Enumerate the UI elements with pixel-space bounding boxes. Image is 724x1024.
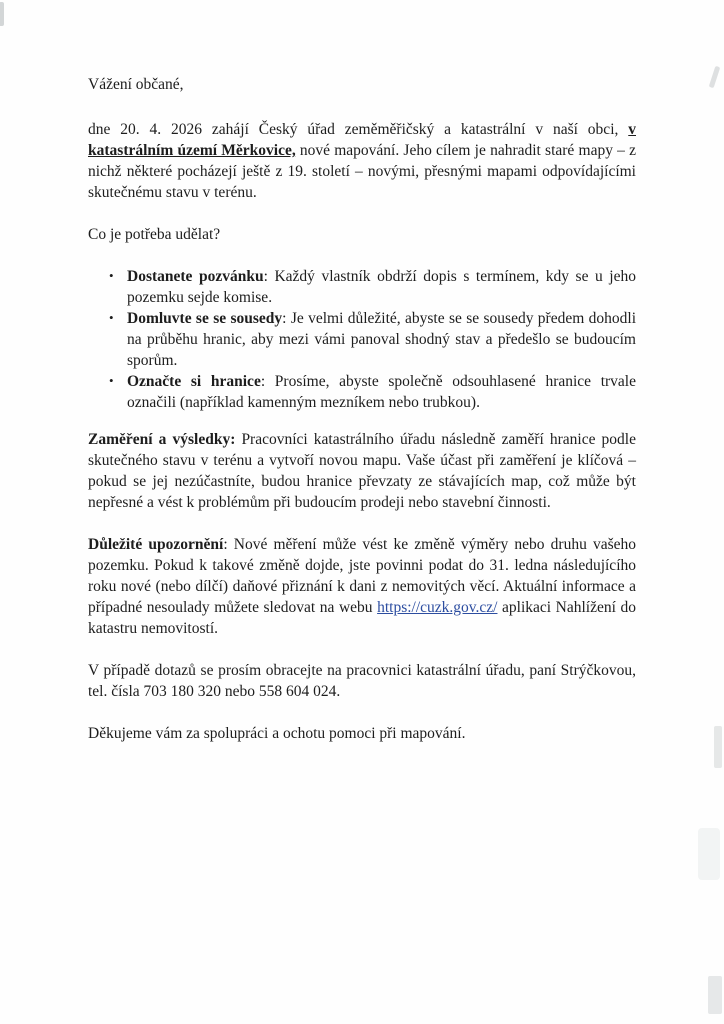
bullet-icon: •	[109, 310, 114, 325]
list-item	[88, 266, 636, 308]
intro-rest: nové mapování. Jeho cílem je nahradit staré mapy – z nichž některé pocházejí ještě z 19. století – novými, přesnými mapami odpovídajícími skutečnému stavu v terénu.	[88, 142, 636, 201]
survey-body: Pracovníci katastrálního úřadu následně zaměří hranice podle skutečného stavu v terénu a vytvoří novou mapu. Vaše účast při zaměření je klíčová – pokud se jej nezúčastníte, budou hranice převzaty ze stávajících map, což může být nepřesné a vést k problémům při budoucím prodeji nebo stavební činnosti.	[88, 431, 636, 511]
list-item	[88, 371, 636, 413]
bullet-title: Označte si hranice	[127, 373, 261, 390]
notice-paragraph	[88, 534, 636, 639]
closing-line: Děkujeme vám za spolupráci a ochotu pomoci při mapování.	[88, 725, 466, 742]
cadastral-area-emphasis: v katastrálním území Měrkovice,	[88, 121, 636, 159]
bullet-text: : Každý vlastník obdrží dopis s termínem, kdy se u jeho pozemku sejde komise.	[127, 268, 636, 306]
scan-artifact	[714, 726, 722, 768]
scan-artifact	[709, 66, 721, 88]
cuzk-link[interactable]: https://cuzk.gov.cz/	[377, 599, 498, 616]
bullet-text: : Je velmi důležité, abyste se se sousedy předem dohodli na průběhu hranic, aby mezi vámi panoval shodný stav a předešlo se budoucím sporům.	[127, 310, 636, 369]
scan-artifact	[698, 828, 720, 880]
bullet-icon: •	[109, 268, 114, 283]
notice-body-before-link: : Nové měření může vést ke změně výměry nebo druhu vašeho pozemku. Pokud k takové změně dojde, jste povinni podat do 31. ledna následujícího roku nové (nebo dílčí) daňové přiznání k dani z nemovitých věcí. Aktuální informace a případné nesoulady můžete sledovat na webu	[88, 536, 637, 616]
bullet-text: : Prosíme, abyste společně odsouhlasené hranice trvale označili (například kamenným mezníkem nebo trubkou).	[127, 373, 636, 411]
todo-list	[88, 266, 636, 413]
survey-paragraph	[88, 429, 636, 513]
scan-artifact	[708, 976, 722, 1014]
bullet-icon: •	[109, 373, 114, 388]
question-line: Co je potřeba udělat?	[88, 226, 221, 243]
scan-artifact	[0, 2, 4, 26]
letter-body	[88, 74, 636, 765]
notice-title: Důležité upozornění	[88, 536, 224, 553]
bullet-title: Domluvte se se sousedy	[127, 310, 283, 327]
list-item	[88, 308, 636, 371]
survey-title: Zaměření a výsledky:	[88, 431, 236, 448]
bullet-title: Dostanete pozvánku	[127, 268, 264, 285]
notice-body-after-link: aplikaci Nahlížení do katastru nemovitostí.	[88, 599, 636, 637]
intro-lead: dne 20. 4. 2026 zahájí Český úřad zeměměřičský a katastrální v naší obci,	[88, 121, 629, 138]
contact-paragraph: V případě dotazů se prosím obracejte na pracovnici katastrální úřadu, paní Strýčkovou, tel. čísla 703 180 320 nebo 558 604 024.	[88, 662, 636, 700]
salutation: Vážení občané,	[88, 76, 184, 93]
intro-paragraph	[88, 119, 636, 203]
